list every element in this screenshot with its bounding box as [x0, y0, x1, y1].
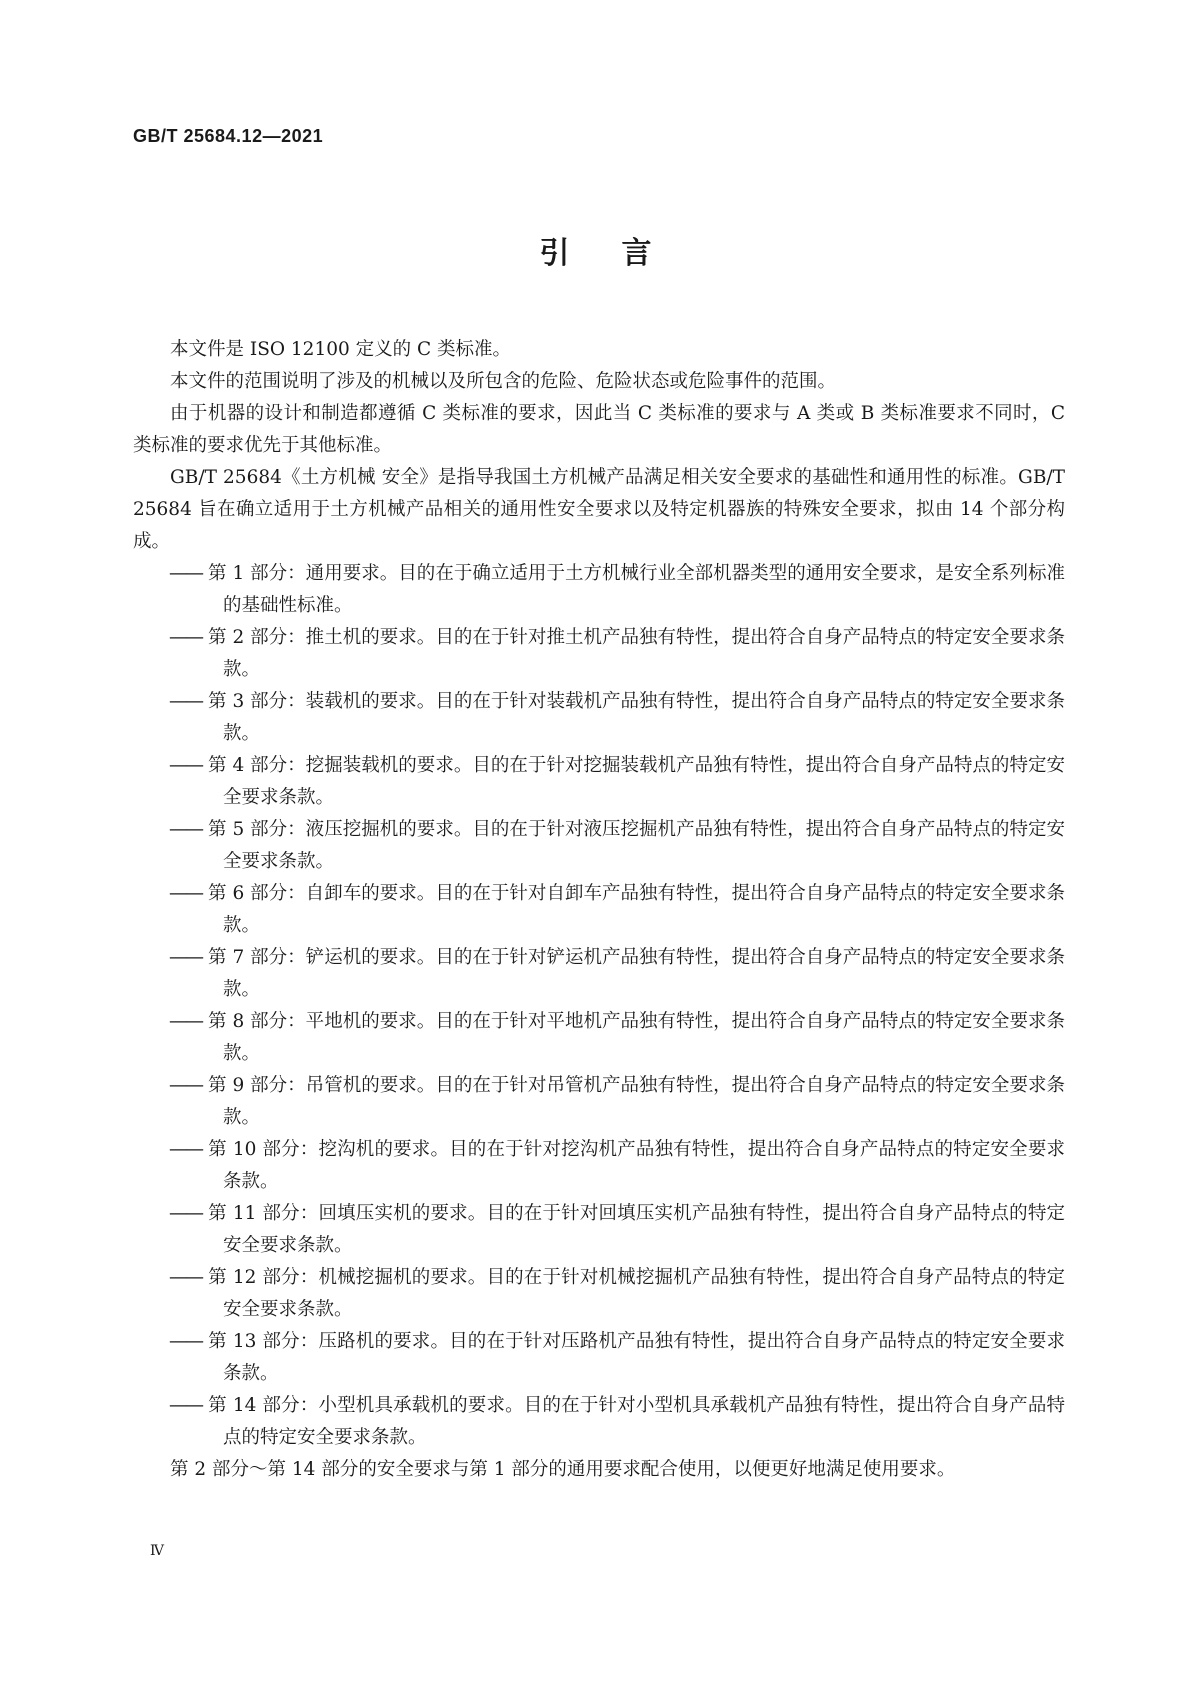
list-dash: —— [169, 1203, 202, 1224]
list-item [133, 942, 1065, 1006]
list-item [133, 1262, 1065, 1326]
list-item-text: 第 7 部分：铲运机的要求。目的在于针对铲运机产品独有特性，提出符合自身产品特点的特定安全要求条款。 [208, 947, 1065, 1000]
list-item-text: 第 14 部分：小型机具承载机的要求。目的在于针对小型机具承载机产品独有特性，提出符合自身产品特点的特定安全要求条款。 [208, 1395, 1065, 1448]
introduction-body [133, 334, 1065, 1486]
list-item-text: 第 11 部分：回填压实机的要求。目的在于针对回填压实机产品独有特性，提出符合自身产品特点的特定安全要求条款。 [208, 1203, 1065, 1256]
paragraph: 本文件是 ISO 12100 定义的 C 类标准。 [170, 339, 512, 360]
parts-list [133, 558, 1065, 1454]
list-item-text: 第 1 部分：通用要求。目的在于确立适用于土方机械行业全部机器类型的通用安全要求，是安全系列标准的基础性标准。 [208, 563, 1065, 616]
list-dash: —— [169, 1395, 202, 1416]
list-item-text: 第 5 部分：液压挖掘机的要求。目的在于针对液压挖掘机产品独有特性，提出符合自身产品特点的特定安全要求条款。 [208, 819, 1065, 872]
list-item [133, 1134, 1065, 1198]
list-item [133, 686, 1065, 750]
list-item-text: 第 4 部分：挖掘装载机的要求。目的在于针对挖掘装载机产品独有特性，提出符合自身产品特点的特定安全要求条款。 [208, 755, 1065, 808]
paragraph: 由于机器的设计和制造都遵循 C 类标准的要求，因此当 C 类标准的要求与 A 类或 B 类标准要求不同时，C 类标准的要求优先于其他标准。 [133, 403, 1065, 456]
list-item [133, 814, 1065, 878]
list-item [133, 1070, 1065, 1134]
list-dash: —— [169, 1331, 202, 1352]
list-dash: —— [169, 627, 202, 648]
list-dash: —— [169, 819, 202, 840]
list-item [133, 1390, 1065, 1454]
list-item-text: 第 10 部分：挖沟机的要求。目的在于针对挖沟机产品独有特性，提出符合自身产品特点的特定安全要求条款。 [208, 1139, 1065, 1192]
list-item [133, 1326, 1065, 1390]
list-item [133, 1198, 1065, 1262]
list-item [133, 750, 1065, 814]
closing-paragraph: 第 2 部分～第 14 部分的安全要求与第 1 部分的通用要求配合使用，以便更好地满足使用要求。 [170, 1459, 956, 1480]
list-item [133, 1006, 1065, 1070]
paragraph: 本文件的范围说明了涉及的机械以及所包含的危险、危险状态或危险事件的范围。 [170, 371, 837, 392]
page-title: 引言 [539, 236, 704, 271]
list-dash: —— [169, 563, 202, 584]
page-number: Ⅳ [150, 1543, 164, 1559]
list-item-text: 第 9 部分：吊管机的要求。目的在于针对吊管机产品独有特性，提出符合自身产品特点的特定安全要求条款。 [208, 1075, 1065, 1128]
list-item [133, 878, 1065, 942]
list-dash: —— [169, 1075, 202, 1096]
list-item-text: 第 2 部分：推土机的要求。目的在于针对推土机产品独有特性，提出符合自身产品特点的特定安全要求条款。 [208, 627, 1065, 680]
list-dash: —— [169, 691, 202, 712]
list-item-text: 第 8 部分：平地机的要求。目的在于针对平地机产品独有特性，提出符合自身产品特点的特定安全要求条款。 [208, 1011, 1065, 1064]
list-item-text: 第 13 部分：压路机的要求。目的在于针对压路机产品独有特性，提出符合自身产品特点的特定安全要求条款。 [208, 1331, 1065, 1384]
list-dash: —— [169, 1267, 202, 1288]
list-item [133, 622, 1065, 686]
list-dash: —— [169, 755, 202, 776]
list-dash: —— [169, 947, 202, 968]
list-dash: —— [169, 883, 202, 904]
paragraph: GB/T 25684《土方机械 安全》是指导我国土方机械产品满足相关安全要求的基础性和通用性的标准。GB/T 25684 旨在确立适用于土方机械产品相关的通用性安全要求以及特定机器族的特殊安全要求，拟由 14 个部分构成。 [133, 467, 1065, 552]
list-item-text: 第 3 部分：装载机的要求。目的在于针对装载机产品独有特性，提出符合自身产品特点的特定安全要求条款。 [208, 691, 1065, 744]
list-dash: —— [169, 1139, 202, 1160]
list-item [133, 558, 1065, 622]
list-dash: —— [169, 1011, 202, 1032]
list-item-text: 第 6 部分：自卸车的要求。目的在于针对自卸车产品独有特性，提出符合自身产品特点的特定安全要求条款。 [208, 883, 1065, 936]
list-item-text: 第 12 部分：机械挖掘机的要求。目的在于针对机械挖掘机产品独有特性，提出符合自身产品特点的特定安全要求条款。 [208, 1267, 1065, 1320]
standard-number: GB/T 25684.12—2021 [133, 126, 324, 146]
